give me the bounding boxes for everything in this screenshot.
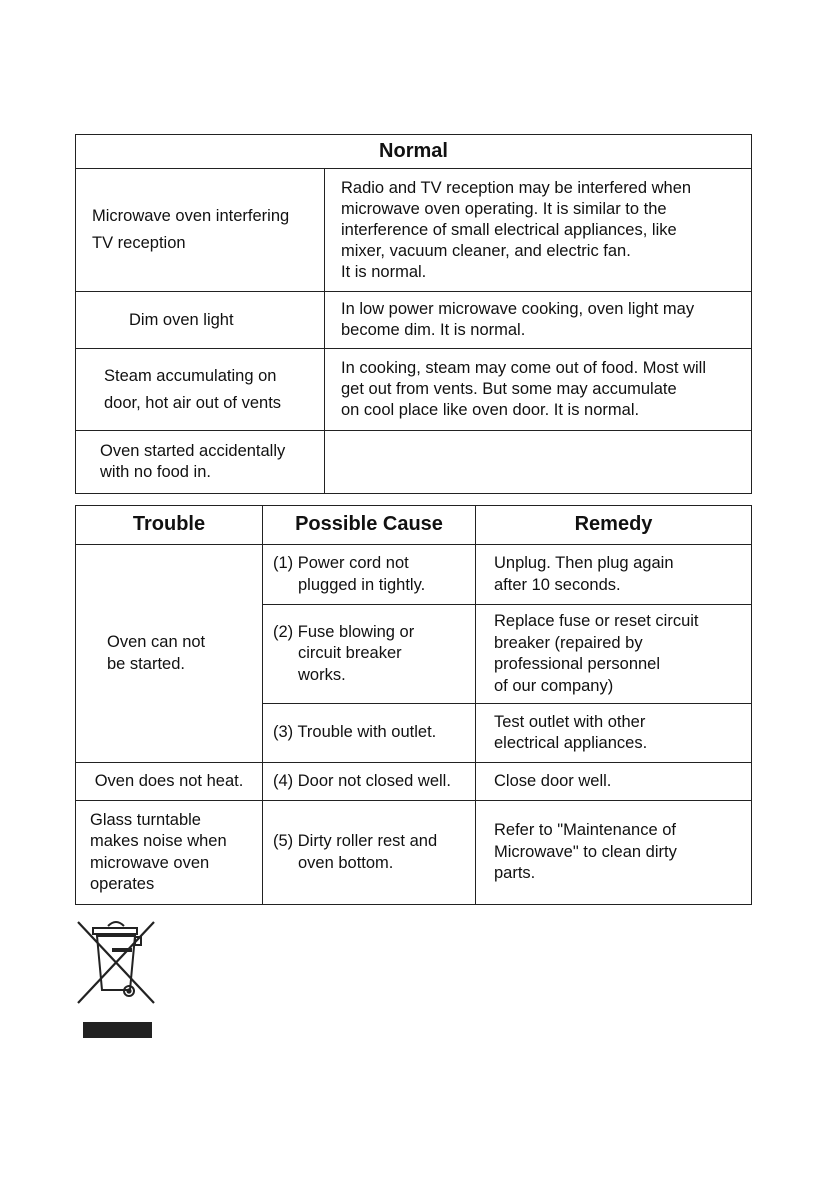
trouble-line: Oven does not heat. — [94, 771, 244, 790]
remedy-line: professional personnel — [494, 655, 661, 673]
description-line: In cooking, steam may come out of food. Most will — [341, 359, 706, 377]
cause-cell — [263, 801, 476, 905]
description-line: mixer, vacuum cleaner, and electric fan. — [341, 241, 631, 260]
remedy-line: electrical appliances. — [494, 734, 648, 752]
symptom-cell — [76, 169, 325, 292]
normal-row — [76, 349, 752, 431]
weee-bar — [83, 1022, 152, 1038]
remedy-header: Remedy — [476, 506, 752, 545]
trouble-cell — [76, 545, 263, 763]
table-row — [76, 545, 752, 605]
normal-row — [76, 292, 752, 349]
trouble-line: operates — [90, 875, 155, 893]
symptom-line: Microwave oven interfering — [92, 207, 290, 225]
remedy-cell — [476, 801, 752, 905]
remedy-line: Close door well. — [494, 771, 612, 790]
symptom-line: TV reception — [92, 234, 186, 252]
trouble-line: Oven can not — [107, 633, 206, 651]
description-cell-empty — [325, 431, 752, 494]
symptom-cell — [76, 292, 325, 349]
remedy-line: Refer to "Maintenance of — [494, 821, 676, 840]
cause-cell — [263, 704, 476, 763]
remedy-line: after 10 seconds. — [494, 575, 621, 594]
symptom-line: Steam accumulating on — [104, 366, 277, 385]
description-cell — [325, 169, 752, 292]
description-line: become dim. It is normal. — [341, 321, 526, 339]
remedy-line: of our company) — [494, 676, 614, 695]
trouble-cell — [76, 763, 263, 801]
cause-line: circuit breaker — [298, 644, 402, 663]
description-line: Radio and TV reception may be interfered when — [341, 178, 692, 197]
trouble-line: be started. — [107, 654, 185, 673]
cause-line: (3) Trouble with outlet. — [273, 723, 437, 742]
trouble-header: Trouble — [76, 506, 263, 545]
remedy-line: breaker (repaired by — [494, 633, 643, 652]
trouble-cell — [76, 801, 263, 905]
description-line: In low power microwave cooking, oven light may — [341, 300, 695, 318]
normal-row — [76, 431, 752, 494]
cause-line: (4) Door not closed well. — [273, 771, 451, 790]
cause-line: works. — [298, 665, 346, 684]
possible-cause-header: Possible Cause — [263, 506, 476, 545]
description-cell — [325, 292, 752, 349]
symptom-line: door, hot air out of vents — [104, 393, 282, 412]
description-line: interference of small electrical appliances, like — [341, 220, 677, 239]
remedy-line: Unplug. Then plug again — [494, 554, 674, 572]
troubleshooting-table — [75, 505, 752, 905]
description-line: microwave oven operating. It is similar to the — [341, 199, 667, 218]
remedy-line: Replace fuse or reset circuit — [494, 612, 699, 630]
remedy-line: Microwave" to clean dirty — [494, 842, 677, 861]
remedy-line: Test outlet with other — [494, 712, 646, 731]
trouble-line: Glass turntable — [90, 810, 201, 829]
cause-cell — [263, 605, 476, 704]
normal-row — [76, 169, 752, 292]
cause-line: (5) Dirty roller rest and — [273, 832, 438, 850]
trouble-line: microwave oven — [90, 853, 210, 872]
cause-line: (1) Power cord not — [273, 554, 409, 572]
description-line: It is normal. — [341, 262, 427, 281]
cause-cell — [263, 763, 476, 801]
remedy-cell — [476, 545, 752, 605]
description-line: on cool place like oven door. It is normal. — [341, 401, 640, 419]
table-row — [76, 763, 752, 801]
table-row — [76, 801, 752, 905]
cause-cell — [263, 545, 476, 605]
symptom-line: with no food in. — [100, 463, 211, 481]
normal-header: Normal — [76, 135, 752, 169]
crossed-out-wheelie-bin-icon — [72, 915, 160, 1045]
description-line: get out from vents. But some may accumulate — [341, 380, 677, 398]
cause-line: (2) Fuse blowing or — [273, 622, 415, 641]
symptom-cell — [76, 431, 325, 494]
remedy-cell — [476, 704, 752, 763]
symptom-line: Dim oven light — [129, 310, 234, 329]
cause-line: plugged in tightly. — [298, 575, 426, 594]
normal-conditions-table — [75, 134, 752, 494]
remedy-cell — [476, 605, 752, 704]
remedy-cell — [476, 763, 752, 801]
cause-line: oven bottom. — [298, 853, 394, 872]
description-cell — [325, 349, 752, 431]
remedy-line: parts. — [494, 864, 536, 883]
symptom-line: Oven started accidentally — [100, 442, 286, 460]
trouble-line: makes noise when — [90, 832, 227, 850]
symptom-cell — [76, 349, 325, 431]
